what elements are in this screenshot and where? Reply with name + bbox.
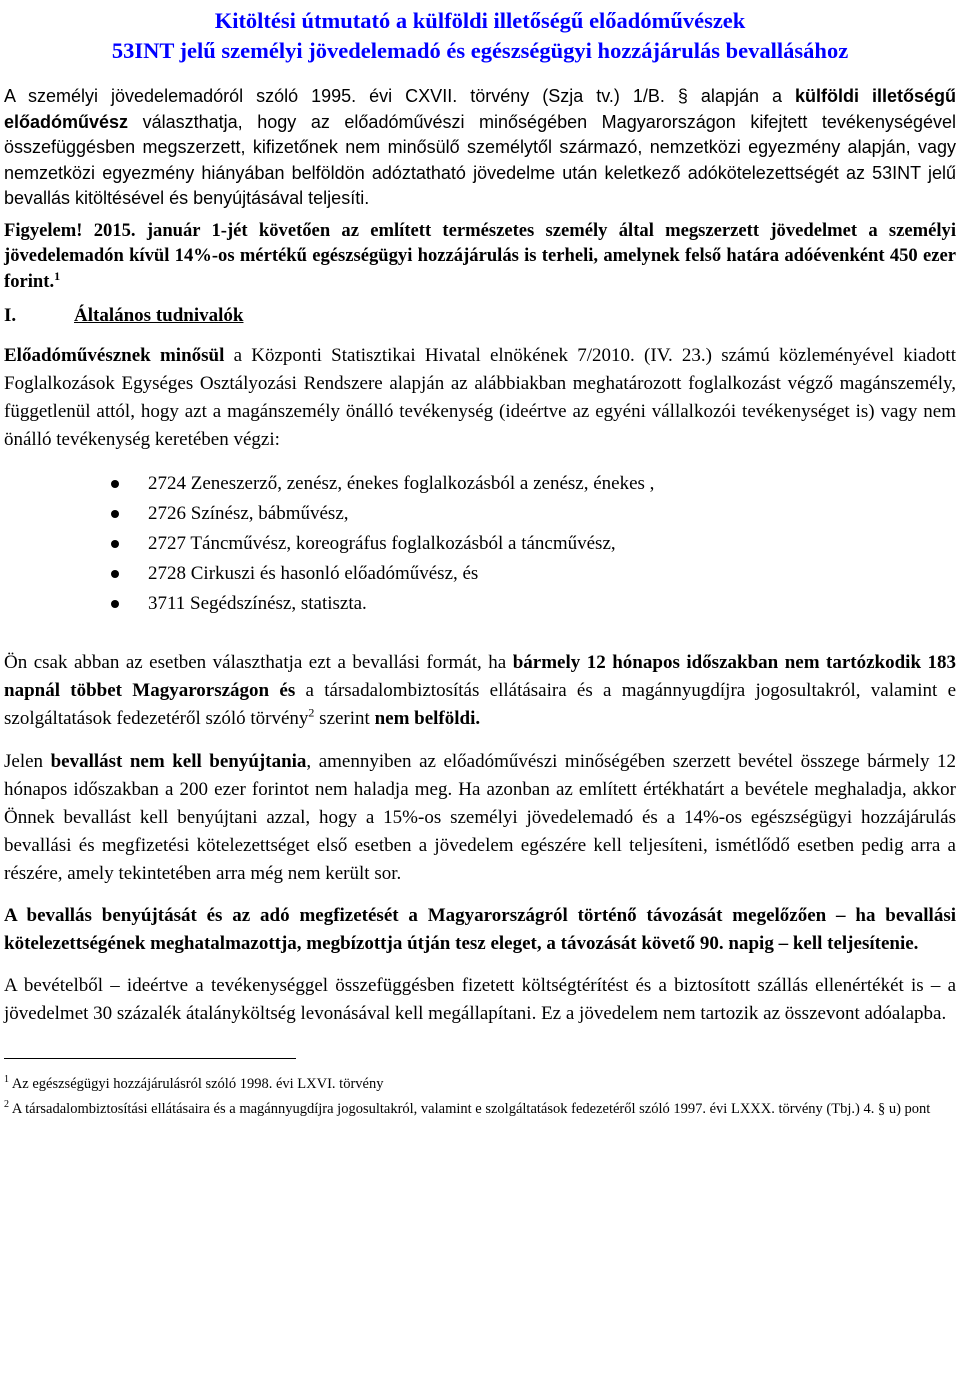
footnote-2-marker: 2 <box>4 1099 9 1111</box>
footnote-ref-1[interactable]: 1 <box>54 268 61 283</box>
threshold-paragraph <box>4 748 956 888</box>
footnote-1-marker: 1 <box>4 1074 9 1086</box>
footnote-2 <box>4 1099 956 1120</box>
eligibility-text-2: a társadalombiztosítás ellátásaira és a magánnyugdíjra jogosultakról, valamint e szolgáltatások fedezetéről szóló törvény <box>4 680 956 729</box>
eligibility-bold-condition: bármely 12 hónapos időszakban nem tartózkodik 183 napnál többet Magyarországon és <box>4 652 957 701</box>
occupation-list <box>4 469 956 619</box>
intro-text-2: választhatja, hogy az előadóművészi minőségében Magyarországon kifejtett tevékenységével összefüggésben megszerzett, kifizetőnek nem minősülő személytől származó, nemzetközi egyezmény alapján, vagy nemzetközi egyezmény hiányában belföldön adóztatható jövedelme után keletkező adókötelezettségét az 53INT jelű bevallás kitöltésével és benyújtásával teljesíti. <box>4 111 956 208</box>
definition-text: a Központi Statisztikai Hivatal elnökének 7/2010. (IV. 23.) számú közleményével kiadott Foglalkozások Egységes Osztályozási Rendszere alapján az alábbiakban meghatározott foglalkozást végző magánszemély, függetlenül attól, hogy azt a magánszemély önálló tevékenység (ideértve az egyéni vállalkozói tevékenységet is) vagy nem önálló tevékenység keretében végzi: <box>4 345 956 450</box>
income-paragraph: A bevételből – ideértve a tevékenységgel összefüggésben fizetett költségtérítést és a biztosított szállás ellenértékét is – a jövedelmet 30 százalék átalányköltség levonásával kell megállapítani. Ez a jövedelem nem tartozik az összevont adóalapba. <box>4 975 956 1024</box>
footnote-divider <box>4 1058 296 1059</box>
list-item: 2724 Zeneszerző, zenész, énekes foglalkozásból a zenész, énekes , <box>4 469 956 499</box>
warning-paragraph <box>4 218 956 295</box>
definition-bold-term: Előadóművésznek minősül <box>4 345 225 366</box>
list-item: 2727 Táncművész, koreográfus foglalkozásból a táncművész, <box>4 529 956 559</box>
threshold-text-1: Jelen <box>4 751 51 772</box>
section-heading <box>4 302 956 330</box>
eligibility-paragraph <box>4 649 956 733</box>
intro-paragraph <box>4 84 956 212</box>
list-item: 2726 Színész, bábművész, <box>4 499 956 529</box>
section-title: Általános tudnivalók <box>74 305 244 326</box>
footnote-ref-2[interactable]: 2 <box>308 705 315 720</box>
eligibility-text-1: Ön csak abban az esetben választhatja ezt a bevallási formát, ha <box>4 652 513 673</box>
eligibility-bold-status: nem belföldi. <box>374 708 481 729</box>
intro-text-1: A személyi jövedelemadóról szóló 1995. évi CXVII. törvény (Szja tv.) 1/B. § alapján a <box>4 86 795 106</box>
definition-paragraph <box>4 342 956 454</box>
footnote-1-text: Az egészségügyi hozzájárulásról szóló 1998. évi LXVI. törvény <box>9 1076 384 1092</box>
title-line-1: Kitöltési útmutató a külföldi illetőségű előadóművészek <box>214 8 746 33</box>
intro-bold-term: külföldi illetőségű előadóművész <box>4 86 956 132</box>
title-line-2: 53INT jelű személyi jövedelemadó és egészségügyi hozzájárulás bevallásához <box>111 38 849 63</box>
section-number: I. <box>4 305 17 326</box>
footnote-2-text: A társadalombiztosítási ellátásaira és a magánnyugdíjra jogosultakról, valamint e szolgáltatások fedezetéről szóló 1997. évi LXXX. törvény (Tbj.) 4. § u) pont <box>9 1101 931 1117</box>
list-item: 2728 Cirkuszi és hasonló előadóművész, és <box>4 559 956 589</box>
deadline-paragraph: A bevallás benyújtását és az adó megfizetését a Magyarországról történő távozását megelőzően – ha bevallási kötelezettségének meghatalmazottja, megbízottja útján tesz eleget, a távozását követő 90. napig – kell teljesítenie. <box>4 905 956 954</box>
eligibility-text-3: szerint <box>314 708 375 729</box>
threshold-text-2: , amennyiben az előadóművészi minőségében szerzett bevétel összege bármely 12 hónapos időszakban a 200 ezer forintot nem haladja meg. Ha azonban az említett értékhatárt a bevétele meghaladja, akkor Önnek bevallást kell benyújtani azzal, hogy a 15%-os személyi jövedelemadó és a 14%-os egészségügyi hozzájárulás bevallási és megfizetési kötelezettséget első esetben a jövedelem egészére kell teljesíteni, ismétlődő esetben pedig arra a részére, amely tekintetében arra még nem került sor. <box>4 751 956 884</box>
footnote-1 <box>4 1074 956 1095</box>
document-title <box>4 6 956 66</box>
warning-text: Figyelem! 2015. január 1-jét követően az említett természetes személy által megszerzett jövedelmet a személyi jövedelemadón kívül 14%-os mértékű egészségügyi hozzájárulás is terheli, amelynek felső határa adóévenként 450 ezer forint. <box>4 219 956 292</box>
threshold-bold-term: bevallást nem kell benyújtania <box>50 751 307 772</box>
list-item: 3711 Segédszínész, statiszta. <box>4 589 956 619</box>
